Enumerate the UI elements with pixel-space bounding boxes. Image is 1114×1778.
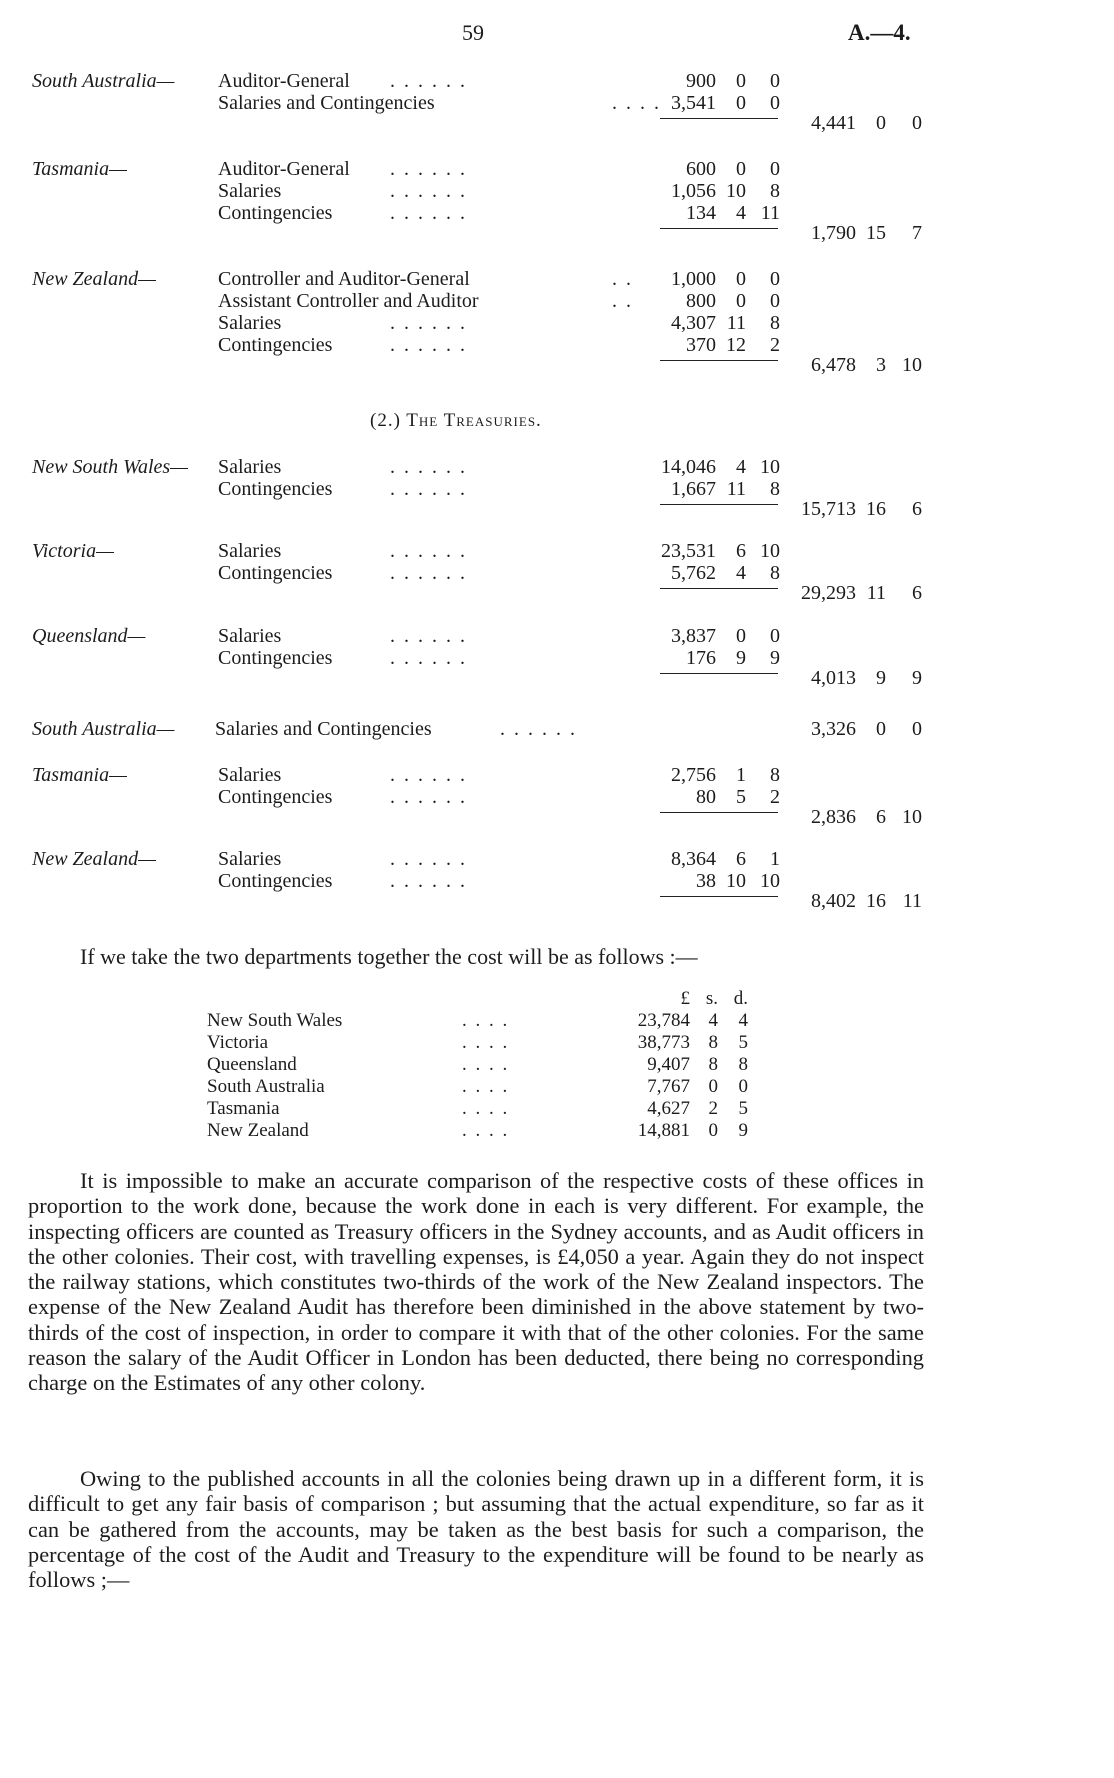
pounds-value: 370 [686,334,716,356]
line-item [0,268,1114,290]
summary-pence: 5 [738,1032,748,1053]
item-label: Salaries [218,540,282,562]
shillings-value: 6 [736,848,746,870]
shillings-value: 9 [736,647,746,669]
pounds-value: 600 [686,158,716,180]
line-item [0,70,1114,92]
line-item [0,786,1114,808]
total-row [0,582,1114,604]
pounds-value: 80 [696,786,716,808]
line-item [0,870,1114,892]
pence-value: 10 [760,540,780,562]
line-item [0,456,1114,478]
shillings-value: 4 [736,456,746,478]
item-label: Contingencies [218,786,333,808]
shillings-value: 6 [736,540,746,562]
leader-dots: . . . . [462,1010,510,1031]
total-pounds: 3,326 [811,718,856,740]
leader-dots: . . . . [462,1032,510,1053]
line-item [0,718,1114,740]
leader-dots: . . . . [462,1054,510,1075]
pounds-value: 1,000 [671,268,716,290]
total-pence: 10 [902,806,922,828]
total-shillings: 0 [876,112,886,134]
total-shillings: 0 [876,718,886,740]
pounds-value: 3,541 [671,92,716,114]
shillings-value: 11 [726,312,746,334]
leader-dots: . . . . [462,1120,510,1141]
leader-dots: . . . . . . [390,870,467,892]
leader-dots: . . . . . . [390,562,467,584]
pence-value: 8 [770,312,780,334]
total-pence: 6 [912,498,922,520]
summary-pounds: 23,784 [637,1010,690,1031]
leader-dots: . . . . . . [390,478,467,500]
leader-dots: . . [612,290,633,312]
pounds-value: 134 [686,202,716,224]
leader-dots: . . . . [462,1098,510,1119]
colony-name: New South Wales— [32,456,188,478]
pounds-value: 4,307 [671,312,716,334]
colony-name: Victoria— [32,540,114,562]
pounds-value: 900 [686,70,716,92]
pence-value: 8 [770,180,780,202]
total-row [0,890,1114,912]
total-pence: 0 [912,112,922,134]
summary-pounds: 7,767 [647,1076,690,1097]
shillings-value: 10 [726,870,746,892]
summary-colony: South Australia [207,1076,325,1097]
pounds-value: 2,756 [671,764,716,786]
summary-pounds: 38,773 [637,1032,690,1053]
pounds-value: 14,046 [661,456,716,478]
shillings-value: 0 [736,625,746,647]
pence-value: 8 [770,478,780,500]
item-label: Controller and Auditor-General [218,268,470,290]
pounds-value: 176 [686,647,716,669]
total-row [0,112,1114,134]
total-pounds: 4,441 [811,112,856,134]
item-label: Salaries [218,848,282,870]
total-pounds: 4,013 [811,667,856,689]
pence-value: 0 [770,70,780,92]
shillings-value: 0 [736,92,746,114]
total-shillings: 11 [866,582,886,604]
summary-colony: Queensland [207,1054,297,1075]
leader-dots: . . . . . . [390,625,467,647]
shillings-value: 4 [736,562,746,584]
total-pounds: 15,713 [801,498,856,520]
total-pence: 7 [912,222,922,244]
total-pounds: 29,293 [801,582,856,604]
item-label: Contingencies [218,478,333,500]
pounds-value: 23,531 [661,540,716,562]
line-item [0,180,1114,202]
paragraph-1: It is impossible to make an accurate comparison of the respective costs of these offices in proportion to the work done, because the work done in each is very different. For example, the inspecting officers are counted as Treasury officers in the Sydney accounts, and as Audit officers in the other colonies. Their cost, with travelling expenses, is £4,050 a year. Again they do not inspect the railway stations, which constitutes two-thirds of the work of the New Zealand inspectors. The expense of the New Zealand Audit has therefore been diminished in the above statement by two-thirds of the cost of inspection, in order to compare it with that of the other colonies. For the same reason the salary of the Audit Officer in London has been deducted, there being no corresponding charge on the Estimates of any other colony. [28,1168,924,1396]
pounds-value: 1,667 [671,478,716,500]
summary-shillings: 8 [708,1054,718,1075]
leader-dots: . . . . . . [390,456,467,478]
summary-shillings: 4 [708,1010,718,1031]
line-item [0,764,1114,786]
summary-shillings: 0 [708,1076,718,1097]
pounds-value: 1,056 [671,180,716,202]
total-shillings: 16 [866,498,886,520]
leader-dots: . . . . . . [390,158,467,180]
leader-dots: . . . . . . [390,180,467,202]
item-label: Salaries [218,764,282,786]
document-reference: A.—4. [848,20,911,45]
leader-dots: . . . . . . [390,202,467,224]
pence-value: 0 [770,92,780,114]
page-number: 59 [462,20,484,45]
pounds-value: 5,762 [671,562,716,584]
total-shillings: 15 [866,222,886,244]
line-item [0,540,1114,562]
shillings-value: 0 [736,268,746,290]
pence-value: 0 [770,625,780,647]
shillings-value: 0 [736,158,746,180]
summary-row [0,1010,1114,1032]
pence-value: 2 [770,334,780,356]
item-label: Salaries and Contingencies [215,718,432,740]
leader-dots: . . . . . . [390,540,467,562]
line-item [0,625,1114,647]
total-pence: 0 [912,718,922,740]
colony-name: South Australia— [32,70,175,92]
item-label: Salaries [218,625,282,647]
summary-row [0,1120,1114,1142]
pence-value: 8 [770,764,780,786]
intro-sentence: If we take the two departments together the cost will be as follows :— [80,944,698,969]
leader-dots: . . . . . . [500,718,577,740]
summary-shillings: 8 [708,1032,718,1053]
summary-pounds: 14,881 [637,1120,690,1141]
summary-colony: New South Wales [207,1010,343,1031]
shillings-value: 10 [726,180,746,202]
summary-pence: 9 [738,1120,748,1141]
pounds-value: 38 [696,870,716,892]
shillings-value: 1 [736,764,746,786]
pence-value: 0 [770,290,780,312]
paragraph-2: Owing to the published accounts in all the colonies being drawn up in a different form, it is difficult to get any fair basis of comparison ; but assuming that the actual expenditure, so far as it can be gathered from the accounts, may be taken as the best basis for such a comparison, the percentage of the cost of the Audit and Treasury to the expenditure will be found to be nearly as follows ;— [28,1466,924,1593]
shillings-value: 4 [736,202,746,224]
line-item [0,202,1114,224]
pence-value: 1 [770,848,780,870]
total-pounds: 6,478 [811,354,856,376]
leader-dots: . . . . [612,92,661,114]
leader-dots: . . . . [462,1076,510,1097]
pounds-value: 3,837 [671,625,716,647]
line-item [0,334,1114,356]
pence-value: 2 [770,786,780,808]
pounds-value: 8,364 [671,848,716,870]
summary-pounds: 9,407 [647,1054,690,1075]
leader-dots: . . . . . . [390,312,467,334]
shillings-value: 12 [726,334,746,356]
summary-shillings: 0 [708,1120,718,1141]
summary-row [0,1098,1114,1120]
summary-row [0,1076,1114,1098]
line-item [0,290,1114,312]
item-label: Contingencies [218,202,333,224]
summary-row [0,1054,1114,1076]
leader-dots: . . . . . . [390,70,467,92]
pence-value: 8 [770,562,780,584]
line-item [0,848,1114,870]
line-item [0,92,1114,114]
leader-dots: . . . . . . [390,764,467,786]
total-pence: 9 [912,667,922,689]
line-item [0,562,1114,584]
item-label: Salaries [218,456,282,478]
total-row [0,354,1114,376]
line-item [0,158,1114,180]
total-shillings: 16 [866,890,886,912]
summary-pounds: 4,627 [647,1098,690,1119]
total-pounds: 1,790 [811,222,856,244]
total-shillings: 9 [876,667,886,689]
leader-dots: . . . . . . [390,848,467,870]
pounds-header: £ [680,988,690,1009]
item-label: Salaries [218,180,282,202]
leader-dots: . . [612,268,633,290]
pounds-value: 800 [686,290,716,312]
treasuries-heading: (2.) The Treasuries. [370,410,542,431]
total-shillings: 3 [876,354,886,376]
summary-pence: 5 [738,1098,748,1119]
total-row [0,806,1114,828]
leader-dots: . . . . . . [390,334,467,356]
pence-value: 0 [770,158,780,180]
summary-colony: Victoria [207,1032,269,1053]
item-label: Auditor-General [218,158,350,180]
total-row [0,498,1114,520]
leader-dots: . . . . . . [390,647,467,669]
pence-value: 0 [770,268,780,290]
total-pence: 6 [912,582,922,604]
shillings-value: 0 [736,290,746,312]
total-row [0,222,1114,244]
pence-value: 11 [760,202,780,224]
item-label: Contingencies [218,647,333,669]
total-row [0,667,1114,689]
item-label: Salaries [218,312,282,334]
colony-name: Tasmania— [32,764,127,786]
shillings-value: 11 [726,478,746,500]
pence-value: 10 [760,456,780,478]
pence-value: 10 [760,870,780,892]
line-item [0,312,1114,334]
pence-header: d. [733,988,748,1009]
summary-shillings: 2 [708,1098,718,1119]
line-item [0,478,1114,500]
summary-row [0,1032,1114,1054]
summary-pence: 8 [738,1054,748,1075]
summary-pence: 4 [738,1010,748,1031]
colony-name: New Zealand— [32,268,156,290]
shillings-header: s. [705,988,718,1009]
item-label: Salaries and Contingencies [218,92,435,114]
item-label: Contingencies [218,870,333,892]
total-shillings: 6 [876,806,886,828]
item-label: Contingencies [218,562,333,584]
colony-name: South Australia— [32,718,175,740]
total-pounds: 8,402 [811,890,856,912]
item-label: Assistant Controller and Auditor [218,290,479,312]
leader-dots: . . . . . . [390,786,467,808]
total-pence: 11 [902,890,922,912]
line-item [0,647,1114,669]
shillings-value: 5 [736,786,746,808]
item-label: Auditor-General [218,70,350,92]
summary-pence: 0 [738,1076,748,1097]
total-pounds: 2,836 [811,806,856,828]
summary-colony: Tasmania [207,1098,280,1119]
pence-value: 9 [770,647,780,669]
colony-name: Tasmania— [32,158,127,180]
shillings-value: 0 [736,70,746,92]
colony-name: New Zealand— [32,848,156,870]
item-label: Contingencies [218,334,333,356]
total-pence: 10 [902,354,922,376]
colony-name: Queensland— [32,625,146,647]
summary-colony: New Zealand [207,1120,309,1141]
